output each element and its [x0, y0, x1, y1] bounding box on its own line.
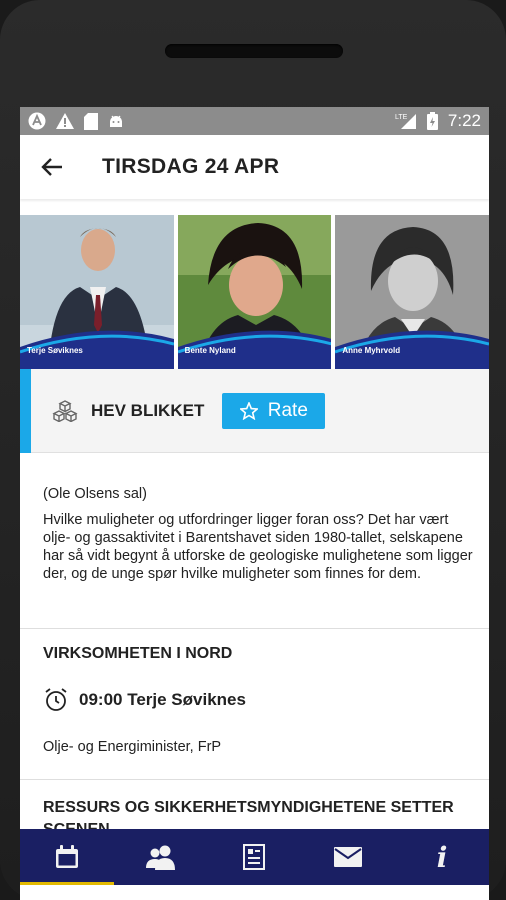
speaker-photo[interactable] [335, 215, 489, 369]
back-button[interactable] [38, 153, 66, 181]
status-time: 7:22 [447, 111, 481, 130]
star-outline-icon [240, 402, 258, 420]
nav-people[interactable] [114, 829, 208, 885]
battery-icon [427, 112, 438, 130]
talk-item[interactable] [43, 687, 246, 713]
speaker-photos [20, 215, 489, 369]
speaker-name: Terje Søviknes [27, 346, 83, 355]
nav-program[interactable] [208, 829, 302, 885]
nav-calendar[interactable] [20, 829, 114, 885]
warning-icon [56, 113, 74, 129]
arrow-left-icon [41, 157, 63, 177]
program-icon [243, 844, 265, 870]
speaker-photo[interactable] [20, 215, 174, 369]
session-description [43, 485, 473, 583]
room-label: (Ole Olsens sal) [43, 486, 147, 502]
status-bar [20, 107, 489, 135]
session-header [20, 369, 489, 453]
speaker-name: Anne Myhrvold [342, 346, 401, 355]
session-title: HEV BLIKKET [91, 400, 205, 420]
rate-label: Rate [267, 399, 308, 421]
page-title: TIRSDAG 24 APR [102, 155, 280, 178]
signal-icon [395, 112, 417, 130]
people-icon [146, 844, 176, 870]
screen [20, 107, 489, 900]
calendar-icon [54, 844, 80, 870]
speaker-name: Bente Nyland [184, 346, 236, 355]
nav-info[interactable] [395, 829, 489, 885]
session-accent-bar [20, 369, 31, 453]
divider [20, 779, 489, 780]
sd-card-icon [84, 113, 98, 130]
speaker-photo[interactable] [178, 215, 332, 369]
info-icon: i [436, 840, 448, 874]
talk-time-speaker: 09:00 Terje Søviknes [79, 690, 246, 709]
description-text: Hvilke muligheter og utfordringer ligger foran oss? Det har vært olje- og gassaktivitet i Barentshavet siden 1980-tallet, selskapene har så vidt begynt å utforske de geologiske mulighetene som ligger der, og de unge spør hvilke muligheter som finnes for dem. [43, 512, 473, 582]
rate-button[interactable] [222, 393, 325, 429]
bottom-nav [20, 829, 489, 885]
phone-speaker [165, 44, 343, 58]
alarm-clock-icon [43, 687, 69, 713]
network-label: LTE [394, 114, 408, 121]
section-heading: VIRKSOMHETEN I NORD [43, 645, 233, 662]
mail-icon [334, 847, 362, 867]
a-icon [28, 112, 46, 130]
divider [20, 628, 489, 629]
nav-mail[interactable] [301, 829, 395, 885]
cubes-icon [51, 397, 79, 425]
app-bar [20, 135, 489, 199]
android-icon [108, 113, 124, 129]
section-heading: RESSURS OG SIKKERHETSMYNDIGHETENE SETTER [43, 799, 454, 816]
talk-subtitle: Olje- og Energiminister, FrP [43, 739, 222, 755]
